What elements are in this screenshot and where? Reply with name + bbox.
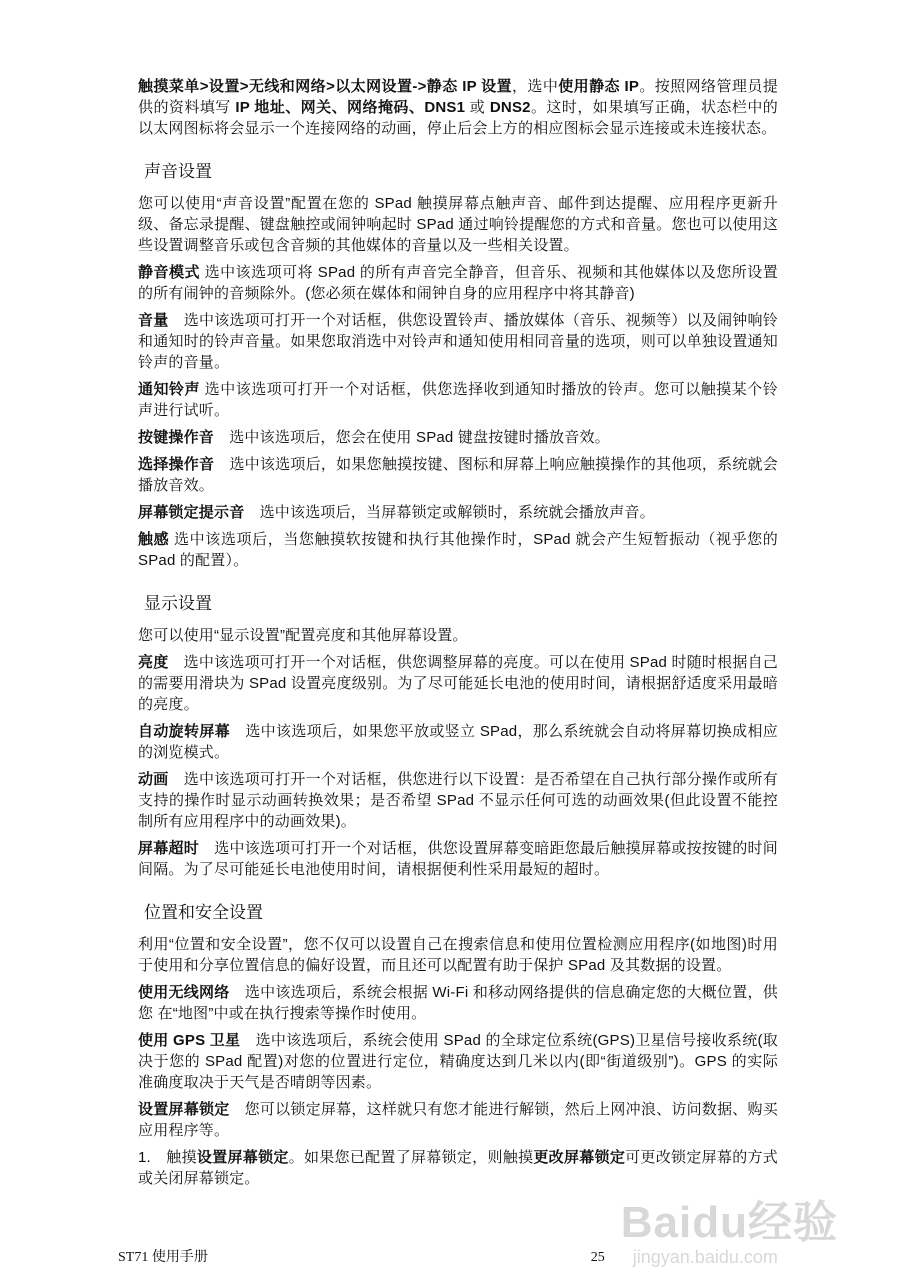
text: 。按照网络管理员提供的资料填写 [138,78,778,116]
paragraph [138,310,778,373]
text: 选中该选项后，系统会使用 SPad 的全球定位系统(GPS)卫星信号接收系统(取决于您的 SPad 配置)对您的位置进行定位，精确度达到几米以内(即“街道级别”)。GPS 的实际准确度取决于天气是否晴朗等因素。 [138,1032,778,1091]
page-footer [118,1199,838,1283]
bold-term: 选择操作音 [138,456,215,473]
text: 选中该选项后，当屏幕锁定或解锁时，系统就会播放声音。 [244,504,655,521]
paragraph [138,769,778,832]
bold-term: 设置屏幕锁定 [196,1149,289,1166]
paragraph [138,529,778,571]
footer-manual-title: ST71 使用手册 [118,1250,208,1265]
text: 选中该选项可将 SPad 的所有声音完全静音，但音乐、视频和其他媒体以及您所设置的所有闹钟的音频除外。(您必须在媒体和闹钟自身的应用程序中将其静音) [138,264,778,302]
text: ，选中 [511,78,559,95]
text: 声音设置 [144,162,212,181]
section-heading [144,161,778,183]
bold-term: 亮度 [138,654,169,671]
bold-term: 触感 [138,531,170,548]
text: 位置和安全设置 [144,903,263,922]
text: 选中该选项可打开一个对话框，供您设置铃声、播放媒体（音乐、视频等）以及闹钟响铃和通知时的铃声音量。如果您取消选中对铃声和通知使用相同音量的选项，则可以单独设置通知铃声的音量。 [138,312,778,371]
paragraph [138,193,778,256]
bold-term: 使用静态 IP [558,78,640,95]
text: 。这时，如果填写正确，状态栏中的以太网图标将会显示一个连接网络的动画，停止后会上方的相应图标会显示连接或未连接状态。 [138,99,779,137]
text: 您可以锁定屏幕，这样就只有您才能进行解锁，然后上网冲浪、访问数据、购买应用程序等。 [138,1101,778,1139]
text: 选中该选项后，系统会根据 Wi-Fi 和移动网络提供的信息确定您的大概位置，供您 在“地图”中或在执行搜索等操作时使用。 [138,984,778,1022]
section-heading [144,902,778,924]
paragraph [138,1030,778,1093]
paragraph [138,427,778,448]
paragraph [138,502,778,523]
bold-term: 动画 [138,771,169,788]
bold-term: 更改屏幕锁定 [533,1149,626,1166]
text: 利用“位置和安全设置”，您不仅可以设置自己在搜索信息和使用位置检测应用程序(如地图)时用于使用和分享位置信息的偏好设置，而且还可以配置有助于保护 SPad 及其数据的设置。 [138,936,778,974]
watermark-url: jingyan.baidu.com [632,1247,778,1267]
text: 选中该选项后，如果您平放或竖立 SPad，那么系统就会自动将屏幕切换成相应的浏览模式。 [138,723,778,761]
paragraph [138,379,778,421]
paragraph [138,838,778,880]
paragraph [138,76,778,139]
page-number: 25 [590,1250,605,1265]
text: 1. 触摸 [138,1149,197,1166]
paragraph [138,934,778,976]
footer-right-group [591,1199,838,1267]
text: 选中该选项后，您会在使用 SPad 键盘按键时播放音效。 [214,429,610,446]
bold-term: 按键操作音 [138,429,215,446]
text: 选中该选项可打开一个对话框，供您进行以下设置：是否希望在自己执行部分操作或所有支持的操作时显示动画转换效果；是否希望 SPad 不显示任何可选的动画效果(但此设置不能控制所有应用程序中的动画效果)。 [138,771,778,830]
bold-term: 屏幕锁定提示音 [138,504,245,521]
text: 选中该选项后，如果您触摸按键、图标和屏幕上响应触摸操作的其他项，系统就会播放音效。 [138,456,778,494]
text: 选中该选项后，当您触摸软按键和执行其他操作时，SPad 就会产生短暂振动（视乎您的 SPad 的配置）。 [138,531,778,569]
bold-term: 设置屏幕锁定 [138,1101,230,1118]
document-body [138,0,778,1189]
text: 选中该选项可打开一个对话框，供您选择收到通知时播放的铃声。您可以触摸某个铃声进行试听。 [138,381,778,419]
bold-term: 通知铃声 [138,381,201,398]
bold-term: 使用 GPS 卫星 [138,1032,241,1049]
paragraph [138,652,778,715]
paragraph [138,721,778,763]
section-heading [144,593,778,615]
text: 。如果您已配置了屏幕锁定，则触摸 [288,1149,534,1166]
bold-term: 音量 [138,312,169,329]
bold-term: DNS2 [489,99,531,116]
paragraph [138,625,778,646]
text: 您可以使用“声音设置”配置在您的 SPad 触摸屏幕点触声音、邮件到达提醒、应用程序更新升级、备忘录提醒、键盘触控或闹钟响起时 SPad 通过响铃提醒您的方式和音量。您也可以使用这些设置调整音乐或包含音频的其他媒体的音量以及一些相关设置。 [138,195,778,254]
watermark-logo: Baidu经验 [620,1198,838,1247]
bold-term: 触摸菜单>设置>无线和网络>以太网设置->静态 IP 设置 [138,78,512,95]
text: 您可以使用“显示设置”配置亮度和其他屏幕设置。 [138,627,468,644]
text: 可更改锁定屏幕的方式或关闭屏幕锁定。 [138,1149,778,1187]
baidu-watermark [621,1199,838,1267]
paragraph [138,982,778,1024]
paragraph [138,1147,778,1189]
text: 选中该选项可打开一个对话框，供您调整屏幕的亮度。可以在使用 SPad 时随时根据自己的需要用滑块为 SPad 设置亮度级别。为了尽可能延长电池的使用时间，请根据舒适度采用最暗的亮度。 [138,654,778,713]
bold-term: 使用无线网络 [138,984,230,1001]
paragraph [138,1099,778,1141]
bold-term: 静音模式 [138,264,200,281]
text: 或 [465,99,490,116]
text: 选中该选项可打开一个对话框，供您设置屏幕变暗距您最后触摸屏幕或按按键的时间间隔。为了尽可能延长电池使用时间，请根据便利性采用最短的超时。 [138,840,778,878]
paragraph [138,454,778,496]
paragraph [138,262,778,304]
bold-term: IP 地址、网关、网络掩码、DNS1 [235,99,466,116]
bold-term: 自动旋转屏幕 [138,723,230,740]
bold-term: 屏幕超时 [138,840,199,857]
text: 显示设置 [144,594,212,613]
